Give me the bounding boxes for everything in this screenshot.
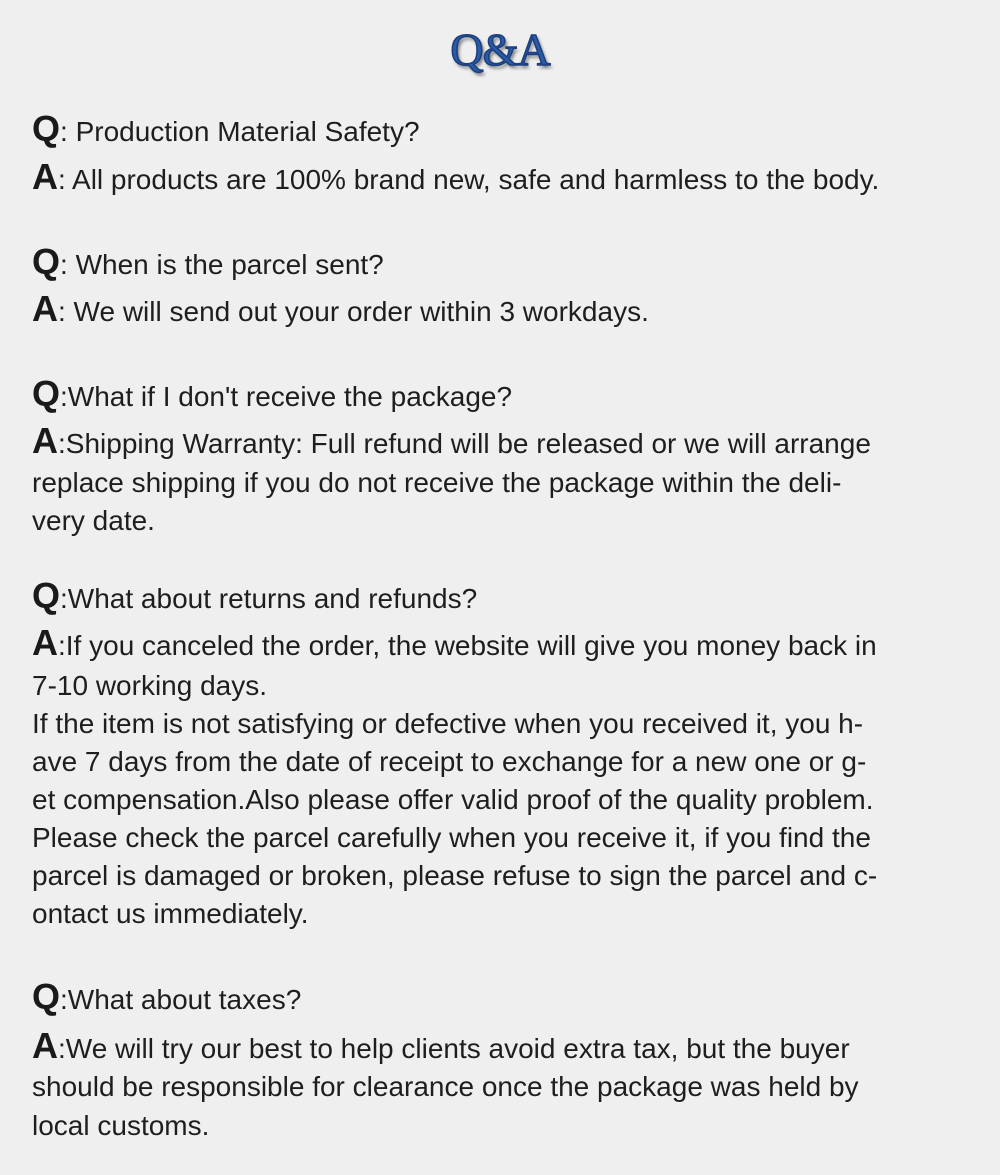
a-marker: A xyxy=(32,156,58,197)
answer-line: ave 7 days from the date of receipt to exchange for a new one or g- xyxy=(32,746,867,777)
q-marker: Q xyxy=(32,373,61,414)
question-text: :What if I don't receive the package? xyxy=(60,381,513,412)
q-marker: Q xyxy=(32,976,61,1017)
answer-line: parcel is damaged or broken, please refuse to sign the parcel and c- xyxy=(32,860,878,891)
faq-answer-3 xyxy=(32,422,871,463)
answer-text: :Shipping Warranty: Full refund will be released or we will arrange xyxy=(58,428,871,459)
q-marker: Q xyxy=(32,108,61,149)
answer-text: : All products are 100% brand new, safe and harmless to the body. xyxy=(58,164,880,195)
answer-line: et compensation.Also please offer valid proof of the quality problem. xyxy=(32,784,874,815)
answer-line: ontact us immediately. xyxy=(32,898,309,929)
answer-line: If the item is not satisfying or defective when you received it, you h- xyxy=(32,708,864,739)
faq-question-1 xyxy=(32,110,420,151)
answer-line: 7-10 working days. xyxy=(32,670,268,701)
answer-text: :We will try our best to help clients avoid extra tax, but the buyer xyxy=(58,1033,850,1064)
q-marker: Q xyxy=(32,241,61,282)
faq-question-2 xyxy=(32,243,384,284)
answer-line: local customs. xyxy=(32,1110,210,1141)
answer-text: : We will send out your order within 3 workdays. xyxy=(58,296,649,327)
answer-line: replace shipping if you do not receive the package within the deli- xyxy=(32,467,842,498)
a-marker: A xyxy=(32,420,58,461)
answer-line: very date. xyxy=(32,505,155,536)
faq-question-4 xyxy=(32,577,477,618)
faq-answer-4 xyxy=(32,624,877,665)
answer-line: should be responsible for clearance once the package was held by xyxy=(32,1071,859,1102)
faq-question-3 xyxy=(32,375,512,416)
a-marker: A xyxy=(32,1025,58,1066)
question-text: : Production Material Safety? xyxy=(60,116,420,147)
a-marker: A xyxy=(32,288,58,329)
answer-text: :If you canceled the order, the website will give you money back in xyxy=(58,630,877,661)
page-title: Q&A xyxy=(450,24,550,75)
question-text: :What about taxes? xyxy=(60,984,302,1015)
q-marker: Q xyxy=(32,575,61,616)
faq-answer-1 xyxy=(32,158,879,199)
answer-line: Please check the parcel carefully when you receive it, if you find the xyxy=(32,822,871,853)
a-marker: A xyxy=(32,622,58,663)
faq-question-5 xyxy=(32,978,301,1019)
faq-answer-5 xyxy=(32,1027,850,1068)
faq-answer-2 xyxy=(32,290,649,331)
question-text: :What about returns and refunds? xyxy=(60,583,478,614)
question-text: : When is the parcel sent? xyxy=(60,249,384,280)
